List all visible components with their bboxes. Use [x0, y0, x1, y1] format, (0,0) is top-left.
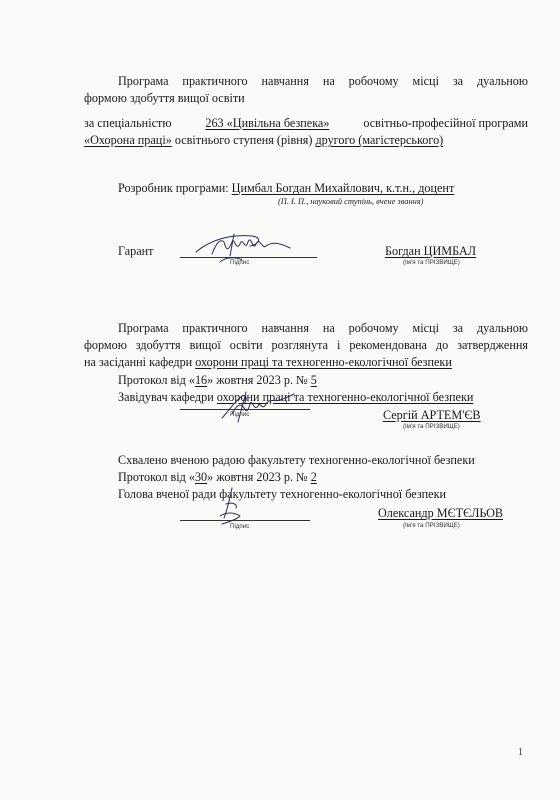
department-sign-caption: Підпис	[230, 411, 250, 418]
guarantor-name-caption: (Ім'я та ПРІЗВИЩЕ)	[403, 259, 460, 266]
department-line-1: Програма практичного навчання на робочому місці за дуальною	[118, 321, 528, 335]
guarantor-name: Богдан ЦИМБАЛ	[385, 244, 477, 258]
program-value: «Охорона праці»	[84, 133, 172, 147]
department-protocol-number: 5	[310, 373, 317, 387]
guarantor-label: Гарант	[118, 244, 154, 258]
intro-line-2: формою здобуття вищої освіти	[84, 91, 245, 105]
specialty-middle: освітньо-професійної програми	[363, 116, 528, 130]
intro-line-1: Програма практичного навчання на робочому місці за дуальною	[118, 74, 528, 88]
council-protocol	[118, 470, 317, 485]
department-protocol-prefix: Протокол від «	[118, 373, 195, 387]
council-name-caption: (Ім'я та ПРІЗВИЩЕ)	[403, 522, 460, 529]
program-line	[84, 133, 443, 148]
council-head-line: Голова вченої ради факультету техногенно-екологічної безпеки	[118, 487, 447, 501]
council-head-name: Олександр МЄТЄЛЬОВ	[378, 506, 504, 520]
council-protocol-day: 30	[194, 470, 208, 484]
guarantor-sign-caption: Підпис	[230, 259, 250, 266]
specialty-line	[84, 116, 528, 131]
department-name-caption: (Ім'я та ПРІЗВИЩЕ)	[403, 423, 460, 430]
council-protocol-mid: » жовтня 2023 р. №	[207, 470, 308, 484]
council-line-1: Схвалено вченою радою факультету техногенно-екологічної безпеки	[118, 453, 475, 467]
council-sign-caption: Підпис	[230, 523, 250, 530]
developer-label: Розробник програми:	[118, 181, 229, 195]
department-line-3	[84, 355, 452, 370]
developer-line	[118, 181, 454, 196]
council-protocol-number: 2	[310, 470, 317, 484]
specialty-value: 263 «Цивільна безпека»	[205, 116, 330, 130]
department-head-dept: охорони праці та техногенно-екологічної безпеки	[216, 390, 474, 404]
degree-value: другого (магістерського)	[315, 133, 444, 147]
department-line-2: формою здобуття вищої освіти розглянута і рекомендована до затвердження	[84, 338, 528, 352]
department-head-prefix: Завідувач кафедри	[118, 390, 214, 404]
developer-caption: (П. І. П., науковий ступінь, вчене звання)	[278, 197, 424, 206]
specialty-prefix: за спеціальністю	[84, 116, 172, 130]
department-name: охорони праці та техногенно-екологічної безпеки	[195, 355, 452, 369]
page-number: 1	[518, 747, 523, 758]
department-head-name: Сергій АРТЕМ'ЄВ	[383, 408, 481, 422]
department-protocol-day: 16	[194, 373, 208, 387]
department-protocol	[118, 373, 317, 388]
degree-prefix: освітнього ступеня (рівня)	[174, 133, 313, 147]
developer-name: Цимбал Богдан Михайлович, к.т.н., доцент	[231, 181, 455, 195]
department-line-3-prefix: на засіданні кафедри	[84, 355, 193, 369]
department-protocol-mid: » жовтня 2023 р. №	[207, 373, 308, 387]
council-head-signature	[212, 486, 252, 528]
council-protocol-prefix: Протокол від «	[118, 470, 195, 484]
